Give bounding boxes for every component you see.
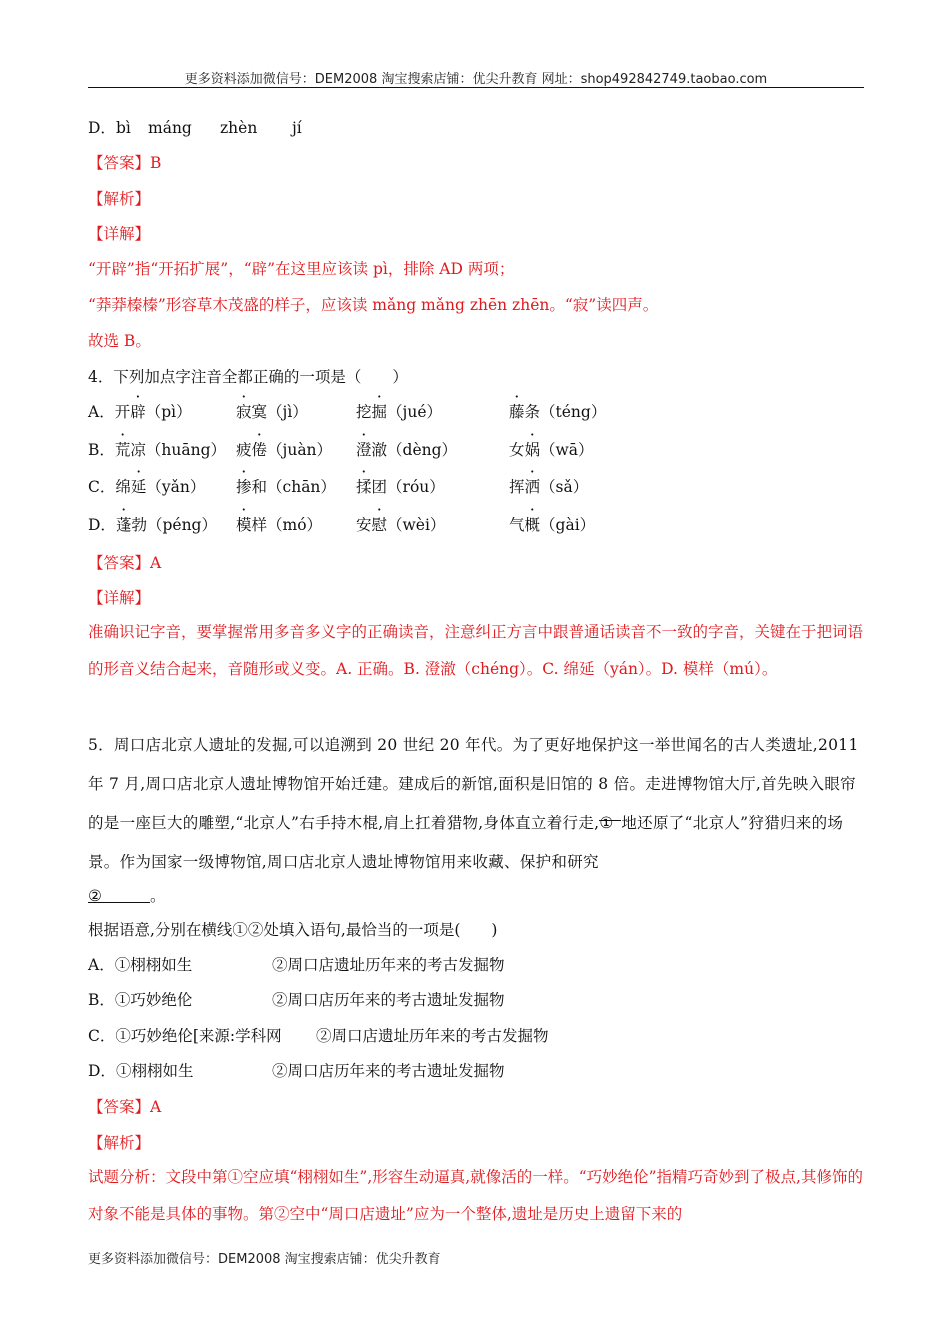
option-part-2: ②周口店遗址历年来的考古发掘物 bbox=[316, 1027, 549, 1045]
q4-option-item bbox=[356, 515, 445, 535]
option-label: D． bbox=[88, 516, 116, 534]
dotted-char: 模 bbox=[236, 516, 252, 534]
pinyin-1: bì bbox=[115, 119, 131, 137]
q3-explanation-1: “开辟”指“开拓扩展”，“辟”在这里应该读 pì，排除 AD 两项； bbox=[88, 260, 515, 278]
q4-option-item bbox=[236, 402, 308, 422]
header-rule bbox=[88, 87, 864, 88]
pinyin: （juàn） bbox=[267, 441, 333, 459]
dotted-char: 藤 bbox=[509, 403, 525, 421]
dotted-char: 荒 bbox=[114, 441, 131, 459]
q5-explanation: 试题分析：文段中第①空应填“栩栩如生”,形容生动逼真,就像活的一样。“巧妙绝伦”指精巧奇妙到了极点,其修饰的对象不能是具体的事物。第②空中“周口店遗址”应为一个整体,遗址是历史上遗留下来的 bbox=[88, 1168, 863, 1223]
q5-passage bbox=[88, 726, 864, 882]
q4-option-item bbox=[88, 402, 192, 422]
option-label: B． bbox=[88, 441, 115, 459]
q3-option-d bbox=[88, 118, 131, 138]
pinyin: （jì） bbox=[267, 403, 308, 421]
option-part-2: ②周口店历年来的考古遗址发掘物 bbox=[272, 991, 505, 1009]
q3-explanation-2: “莽莽榛榛”形容草木茂盛的样子，应该读 mǎng mǎng zhēn zhēn。“寂”读四声。 bbox=[88, 296, 659, 314]
q4-detail: 【详解】 bbox=[88, 589, 151, 607]
q5-blank-1: ① bbox=[599, 804, 621, 821]
pinyin: （huāng） bbox=[145, 441, 227, 459]
pinyin: （yǎn） bbox=[146, 478, 206, 496]
option-part-1: ①巧妙绝伦[来源:学科网 bbox=[115, 1027, 282, 1045]
option-label: D． bbox=[88, 1062, 116, 1080]
dotted-char: 揉 bbox=[356, 478, 372, 496]
q4-option-item bbox=[509, 477, 588, 497]
q4-option-item bbox=[88, 477, 205, 497]
dotted-char: 掺 bbox=[236, 478, 252, 496]
char: 和 bbox=[251, 478, 268, 496]
option-label: A． bbox=[88, 403, 115, 421]
dotted-char: 蓬 bbox=[115, 516, 132, 534]
q5-blank-2-line bbox=[88, 886, 166, 906]
char: 气 bbox=[509, 516, 525, 534]
q4-option-item bbox=[88, 440, 226, 460]
char: 勃 bbox=[131, 516, 147, 534]
option-label: C． bbox=[88, 1027, 116, 1045]
char: 凉 bbox=[130, 441, 146, 459]
pinyin: （chān） bbox=[267, 478, 336, 496]
char: 澈 bbox=[371, 441, 388, 459]
option-label: B． bbox=[88, 991, 115, 1009]
option-label: D． bbox=[88, 119, 116, 137]
pinyin-3: zhèn bbox=[220, 119, 258, 137]
char: 女 bbox=[509, 441, 525, 459]
page-header: 更多资料添加微信号：DEM2008 淘宝搜索店铺：优尖升教育 网址：shop492842749.taobao.com bbox=[184, 72, 768, 87]
q4-option-item bbox=[509, 440, 594, 460]
pinyin: （sǎ） bbox=[540, 478, 589, 496]
dotted-char: 寂 bbox=[236, 403, 252, 421]
page-footer: 更多资料添加微信号：DEM2008 淘宝搜索店铺：优尖升教育 bbox=[88, 1252, 441, 1267]
option-part-1: ①栩栩如生 bbox=[115, 1062, 194, 1080]
option-label: A． bbox=[88, 956, 115, 974]
q5-option bbox=[88, 990, 192, 1010]
pinyin: （mó） bbox=[267, 516, 323, 534]
q4-option-item bbox=[509, 515, 595, 535]
char: 疲 bbox=[236, 441, 252, 459]
q4-option-item bbox=[236, 477, 336, 497]
dotted-char: 洒 bbox=[524, 478, 541, 496]
q5-answer: 【答案】A bbox=[88, 1098, 162, 1116]
q5-stem: 根据语意,分别在横线①②处填入语句,最恰当的一项是( ) bbox=[88, 921, 498, 939]
char: 开 bbox=[114, 403, 131, 421]
dotted-char: 澄 bbox=[356, 441, 372, 459]
option-label: C． bbox=[88, 478, 116, 496]
pinyin: （téng） bbox=[540, 403, 607, 421]
q4-option-item bbox=[88, 515, 217, 535]
char: 绵 bbox=[115, 478, 131, 496]
q5-analysis: 【解析】 bbox=[88, 1134, 151, 1152]
dotted-char: 掘 bbox=[371, 403, 388, 421]
option-part-1: ①巧妙绝伦 bbox=[114, 991, 193, 1009]
q5-option bbox=[88, 1026, 282, 1046]
q5-blank-2: ② bbox=[88, 886, 150, 903]
dotted-char: 慰 bbox=[371, 516, 388, 534]
char: 挥 bbox=[509, 478, 525, 496]
q4-explanation: 准确识记字音，要掌握常用多音多义字的正确读音，注意纠正方言中跟普通话读音不一致的字音，关键在于把词语的形音义结合起来，音随形或义变。A. 正确。B. 澄澈（chéng）。C. 绵延（yán）。D. 模样（mú）。 bbox=[88, 623, 864, 678]
dotted-char: 概 bbox=[524, 516, 541, 534]
char: 样 bbox=[251, 516, 268, 534]
pinyin: （pì） bbox=[145, 403, 192, 421]
q4-option-item bbox=[509, 402, 606, 422]
q5-passage-end: 。 bbox=[150, 887, 166, 905]
char: 团 bbox=[371, 478, 388, 496]
pinyin-2: máng bbox=[148, 119, 192, 137]
pinyin: （wā） bbox=[540, 441, 594, 459]
q3-detail: 【详解】 bbox=[88, 225, 151, 243]
q4-option-item bbox=[236, 515, 322, 535]
char: 寞 bbox=[251, 403, 268, 421]
option-part-2: ②周口店遗址历年来的考古发掘物 bbox=[272, 956, 505, 974]
q5-option bbox=[88, 1061, 193, 1081]
pinyin: （wèi） bbox=[387, 516, 446, 534]
q5-passage-a: 5．周口店北京人遗址的发掘,可以追溯到 20 世纪 20 年代。为了更好地保护这一举世闻名的古人类遗址,2011 年 7 月,周口店北京人遗址博物馆开始迁建。建成后的新馆,面积是旧馆的 8 倍。走进博物馆大厅,首先映入眼帘的是一座巨大的雕塑,“北京人”右手持木棍,肩上扛着猎物,身体直立着行走, bbox=[88, 736, 859, 832]
pinyin: （péng） bbox=[146, 516, 217, 534]
dotted-char: 倦 bbox=[251, 441, 268, 459]
pinyin: （gài） bbox=[540, 516, 596, 534]
pinyin: （róu） bbox=[387, 478, 445, 496]
q3-analysis: 【解析】 bbox=[88, 190, 151, 208]
q4-answer: 【答案】A bbox=[88, 554, 162, 572]
dotted-char: 娲 bbox=[524, 441, 541, 459]
q5-passage-b: 地还原了“北京人”狩猎归来的场景。作为国家一级博物馆,周口店北京人遗址博物馆用来收藏、保护和研究 bbox=[88, 814, 844, 871]
option-part-2: ②周口店历年来的考古遗址发掘物 bbox=[272, 1062, 505, 1080]
q4-stem: 4．下列加点字注音全都正确的一项是（ ） bbox=[88, 368, 408, 386]
pinyin: （dèng） bbox=[387, 441, 458, 459]
q3-answer: 【答案】B bbox=[88, 154, 162, 172]
char: 安 bbox=[356, 516, 372, 534]
q4-option-item bbox=[356, 402, 442, 422]
q3-conclusion: 故选 B。 bbox=[88, 332, 151, 350]
pinyin-4: jí bbox=[292, 119, 302, 137]
pinyin: （jué） bbox=[387, 403, 442, 421]
char: 挖 bbox=[356, 403, 372, 421]
option-part-1: ①栩栩如生 bbox=[114, 956, 193, 974]
char: 条 bbox=[524, 403, 541, 421]
q4-option-item bbox=[356, 477, 445, 497]
q5-option bbox=[88, 955, 192, 975]
dotted-char: 辟 bbox=[130, 403, 146, 421]
q4-option-item bbox=[356, 440, 457, 460]
q4-option-item bbox=[236, 440, 332, 460]
dotted-char: 延 bbox=[130, 478, 147, 496]
